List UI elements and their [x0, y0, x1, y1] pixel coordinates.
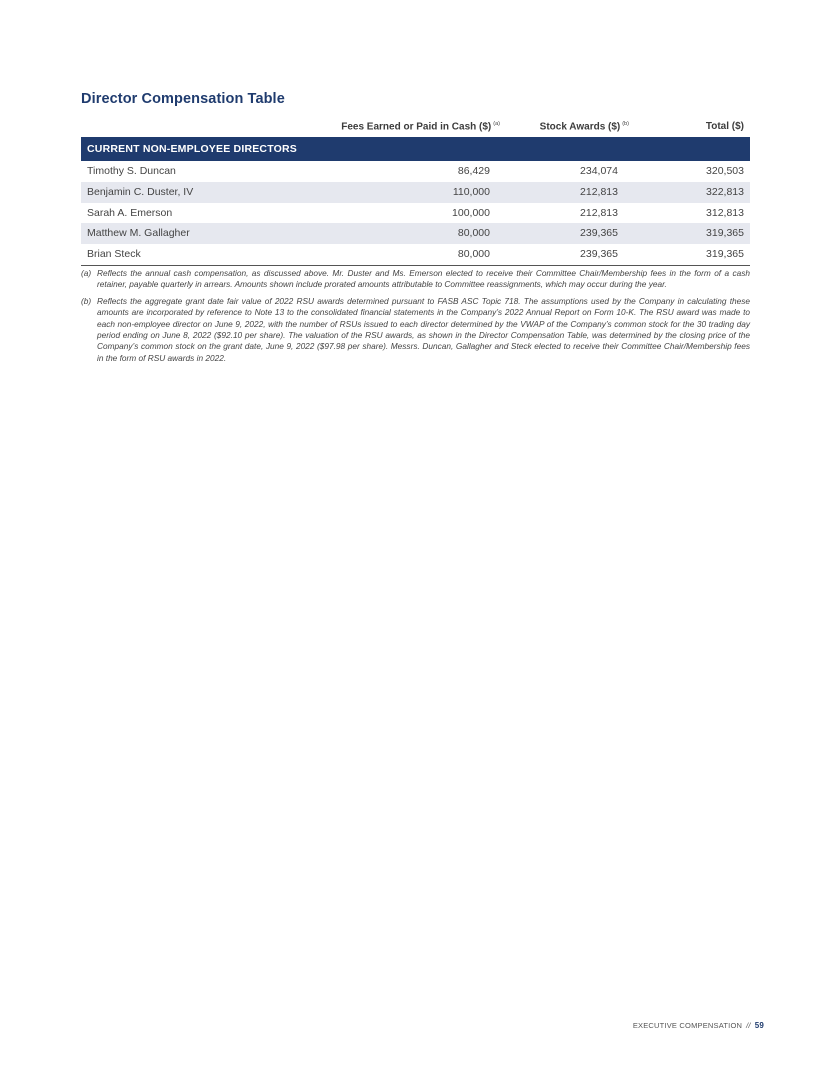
- director-name: Timothy S. Duncan: [87, 165, 176, 177]
- fees-cell: 100,000: [452, 206, 490, 219]
- table-header-row: [81, 117, 750, 137]
- total-cell: 312,813: [706, 206, 744, 219]
- stock-awards-cell: 212,813: [580, 206, 618, 219]
- stock-awards-cell: 239,365: [580, 248, 618, 261]
- footnote-mark: (a): [81, 268, 92, 278]
- footer-section-label: EXECUTIVE COMPENSATION: [632, 1021, 743, 1030]
- footnote-ref-b: (b): [622, 121, 629, 127]
- table-row: [81, 161, 750, 182]
- footer-separator: //: [746, 1021, 751, 1030]
- table-row: [81, 182, 750, 203]
- footnote-b: [81, 296, 750, 364]
- director-name: Sarah A. Emerson: [87, 206, 173, 219]
- total-cell: 320,503: [706, 165, 744, 177]
- page-footer: [633, 1021, 764, 1030]
- column-header-fees: Fees Earned or Paid in Cash ($) $^{(a)}$: [341, 121, 500, 133]
- total-cell: 322,813: [706, 185, 744, 198]
- stock-awards-cell: 239,365: [580, 227, 618, 240]
- fees-cell: 80,000: [457, 248, 490, 261]
- stock-awards-cell: 234,074: [580, 165, 618, 177]
- director-name: Brian Steck: [87, 248, 141, 261]
- column-header-stock-awards: Stock Awards ($) $^{(b)}$: [539, 121, 629, 133]
- footnote-a: [81, 268, 750, 291]
- director-name: Matthew M. Gallagher: [87, 227, 190, 240]
- total-cell: 319,365: [706, 248, 744, 261]
- table-row: [81, 203, 750, 224]
- footnotes: [81, 268, 750, 369]
- total-cell: 319,365: [706, 227, 744, 240]
- footnote-mark: (b): [81, 295, 92, 306]
- table-bottom-rule: [81, 265, 750, 266]
- director-name: Benjamin C. Duster, IV: [87, 185, 194, 198]
- fees-cell: 86,429: [457, 165, 490, 177]
- footnote-ref-a: (a): [493, 121, 500, 127]
- page-title: Director Compensation Table: [81, 91, 285, 107]
- table-row: [81, 244, 750, 265]
- footnote-text: Reflects the aggregate grant date fair value of 2022 RSU awards determined pursuant to FASB ASC Topic 718. The assumptions used by the Company in calculating these amounts are incorporated by reference to Note 13 to the consolidated financial statements in the Company’s 2022 Annual Report on Form 10-K. The RSU award was made to each non-employee director on June 9, 2022, with the number of RSUs issued to each director determined by the VWAP of the Company’s common stock for the 30 trading day period ending on June 8, 2022 ($92.10 per share). The valuation of the RSU awards, as shown in the Director Compensation Table, was determined by the closing price of the Company’s common stock on the grant date, June 9, 2022 ($97.98 per share). Messrs. Duncan, Gallagher and Steck elected to receive their Committee Chair/Membership fees in the form of RSU awards in 2022.: [97, 295, 750, 363]
- director-compensation-table: [81, 117, 750, 266]
- page-number: 59: [754, 1021, 764, 1030]
- column-header-total: Total ($): [705, 121, 744, 132]
- table-row: [81, 223, 750, 244]
- footnote-text: Reflects the annual cash compensation, as discussed above. Mr. Duster and Ms. Emerson elected to receive their Committee Chair/Membership fees in the form of a cash retainer, payable quarterly in arrears. Amounts shown include prorated amounts attributable to Committee reassignments, which may occur during the year.: [97, 268, 750, 290]
- fees-cell: 110,000: [452, 185, 490, 198]
- section-header-current-directors: CURRENT NON-EMPLOYEE DIRECTORS: [81, 137, 750, 161]
- stock-awards-cell: 212,813: [580, 185, 618, 198]
- fees-cell: 80,000: [457, 227, 490, 240]
